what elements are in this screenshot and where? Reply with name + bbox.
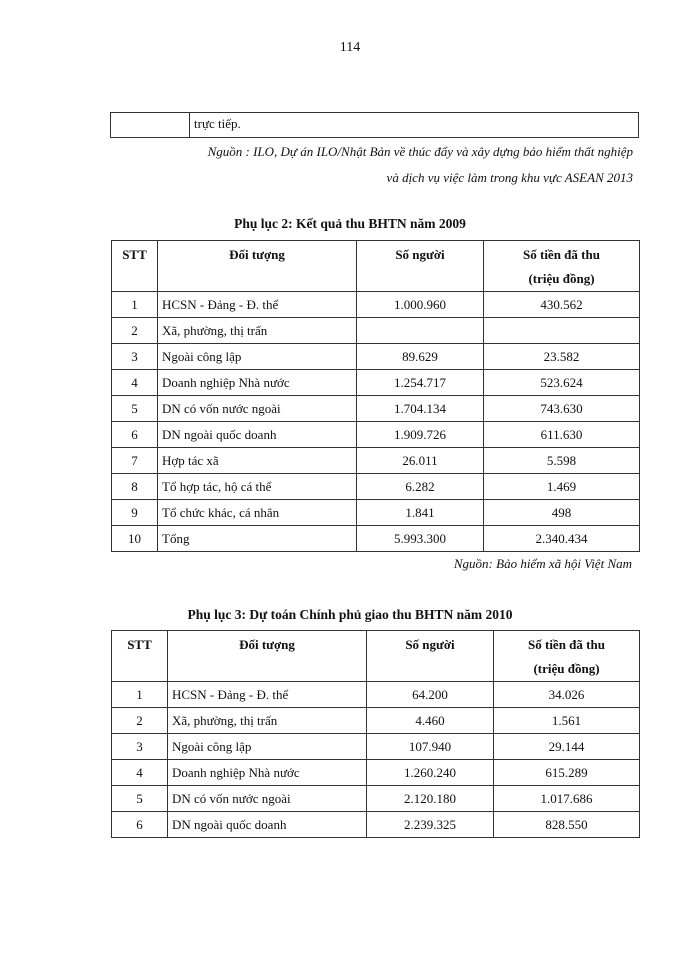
table3-header-so-tien-line1: Số tiền đã thu [528, 637, 605, 652]
so-nguoi-cell: 26.011 [357, 448, 484, 474]
stt-cell: 6 [112, 422, 158, 448]
so-nguoi-cell: 1.260.240 [367, 760, 494, 786]
table-row [112, 318, 640, 344]
so-nguoi-cell: 1.000.960 [357, 292, 484, 318]
source-note-2: Nguồn: Bảo hiểm xã hội Việt Nam [453, 556, 632, 571]
doi-tuong-cell: Xã, phường, thị trấn [158, 318, 357, 344]
doi-tuong-cell: Ngoài công lập [168, 734, 367, 760]
so-tien-cell: 743.630 [484, 396, 640, 422]
table-row [112, 812, 640, 838]
so-nguoi-cell: 1.909.726 [357, 422, 484, 448]
so-nguoi-cell: 4.460 [367, 708, 494, 734]
so-nguoi-cell: 2.239.325 [367, 812, 494, 838]
doi-tuong-cell: Tổng [158, 526, 357, 552]
so-tien-cell: 1.017.686 [494, 786, 640, 812]
stt-cell: 5 [112, 396, 158, 422]
so-nguoi-cell: 1.704.134 [357, 396, 484, 422]
empty-cell [111, 113, 190, 138]
so-nguoi-cell: 107.940 [367, 734, 494, 760]
so-tien-cell: 2.340.434 [484, 526, 640, 552]
stt-cell: 5 [112, 786, 168, 812]
table-row [112, 682, 640, 708]
table-row [112, 500, 640, 526]
stt-cell: 7 [112, 448, 158, 474]
so-nguoi-cell: 6.282 [357, 474, 484, 500]
table-row [112, 786, 640, 812]
so-nguoi-cell: 64.200 [367, 682, 494, 708]
doi-tuong-cell: HCSN - Đảng - Đ. thể [168, 682, 367, 708]
table2-header-so-tien-line2: (triệu đồng) [528, 271, 595, 286]
doi-tuong-cell: Tổ chức khác, cá nhân [158, 500, 357, 526]
so-nguoi-cell: 2.120.180 [367, 786, 494, 812]
table2-header-so-nguoi: Số người [357, 241, 484, 292]
so-nguoi-cell [357, 318, 484, 344]
source-note-1 [60, 139, 633, 191]
page-number: 114 [339, 40, 361, 55]
table3-header-so-tien-line2: (triệu đồng) [533, 661, 600, 676]
so-tien-cell: 29.144 [494, 734, 640, 760]
doi-tuong-cell: Hợp tác xã [158, 448, 357, 474]
fragment-cell: trực tiếp. [190, 113, 639, 138]
doi-tuong-cell: Xã, phường, thị trấn [168, 708, 367, 734]
stt-cell: 6 [112, 812, 168, 838]
so-tien-cell: 498 [484, 500, 640, 526]
table-row [112, 708, 640, 734]
source-line-2: và dịch vụ việc làm trong khu vực ASEAN 2013 [386, 170, 633, 185]
so-tien-cell: 430.562 [484, 292, 640, 318]
stt-cell: 4 [112, 760, 168, 786]
table3-header-doi-tuong: Đối tượng [168, 631, 367, 682]
doi-tuong-cell: DN có vốn nước ngoài [158, 396, 357, 422]
table-row [112, 734, 640, 760]
table-row [112, 448, 640, 474]
doi-tuong-cell: DN ngoài quốc doanh [158, 422, 357, 448]
so-tien-cell: 523.624 [484, 370, 640, 396]
so-tien-cell: 23.582 [484, 344, 640, 370]
table-row [112, 526, 640, 552]
table2-header-doi-tuong: Đối tượng [158, 241, 357, 292]
source-line-1: Nguồn : ILO, Dự án ILO/Nhật Bản về thúc đẩy và xây dựng bảo hiểm thất nghiệp [207, 144, 633, 159]
table-row [112, 344, 640, 370]
stt-cell: 1 [112, 292, 158, 318]
doi-tuong-cell: DN ngoài quốc doanh [168, 812, 367, 838]
so-tien-cell: 611.630 [484, 422, 640, 448]
stt-cell: 2 [112, 708, 168, 734]
continued-table [110, 112, 639, 138]
table-row [112, 422, 640, 448]
table-row [112, 760, 640, 786]
doi-tuong-cell: Tổ hợp tác, hộ cá thể [158, 474, 357, 500]
doi-tuong-cell: HCSN - Đảng - Đ. thể [158, 292, 357, 318]
table2-caption: Phụ lục 2: Kết quả thu BHTN năm 2009 [234, 216, 466, 231]
table2-header-row [112, 241, 640, 292]
so-tien-cell: 5.598 [484, 448, 640, 474]
so-tien-cell: 828.550 [494, 812, 640, 838]
table3-header-stt: STT [112, 631, 168, 682]
stt-cell: 2 [112, 318, 158, 344]
table-row [112, 370, 640, 396]
so-nguoi-cell: 1.254.717 [357, 370, 484, 396]
table2-header-so-tien [484, 241, 640, 292]
stt-cell: 3 [112, 734, 168, 760]
table3-header-so-tien [494, 631, 640, 682]
so-nguoi-cell: 89.629 [357, 344, 484, 370]
so-tien-cell [484, 318, 640, 344]
stt-cell: 4 [112, 370, 158, 396]
table2-header-stt: STT [112, 241, 158, 292]
table3-caption: Phụ lục 3: Dự toán Chính phủ giao thu BHTN năm 2010 [187, 607, 513, 622]
table3-header-row [112, 631, 640, 682]
so-tien-cell: 1.469 [484, 474, 640, 500]
so-tien-cell: 1.561 [494, 708, 640, 734]
table-row [112, 396, 640, 422]
stt-cell: 10 [112, 526, 158, 552]
table2-header-so-tien-line1: Số tiền đã thu [523, 247, 600, 262]
table-row [112, 292, 640, 318]
table3 [111, 630, 640, 838]
so-nguoi-cell: 5.993.300 [357, 526, 484, 552]
so-nguoi-cell: 1.841 [357, 500, 484, 526]
table3-header-so-nguoi: Số người [367, 631, 494, 682]
table-row [112, 474, 640, 500]
doi-tuong-cell: Ngoài công lập [158, 344, 357, 370]
table2 [111, 240, 640, 552]
doi-tuong-cell: Doanh nghiệp Nhà nước [168, 760, 367, 786]
doi-tuong-cell: Doanh nghiệp Nhà nước [158, 370, 357, 396]
stt-cell: 8 [112, 474, 158, 500]
stt-cell: 9 [112, 500, 158, 526]
so-tien-cell: 615.289 [494, 760, 640, 786]
doi-tuong-cell: DN có vốn nước ngoài [168, 786, 367, 812]
stt-cell: 1 [112, 682, 168, 708]
so-tien-cell: 34.026 [494, 682, 640, 708]
stt-cell: 3 [112, 344, 158, 370]
